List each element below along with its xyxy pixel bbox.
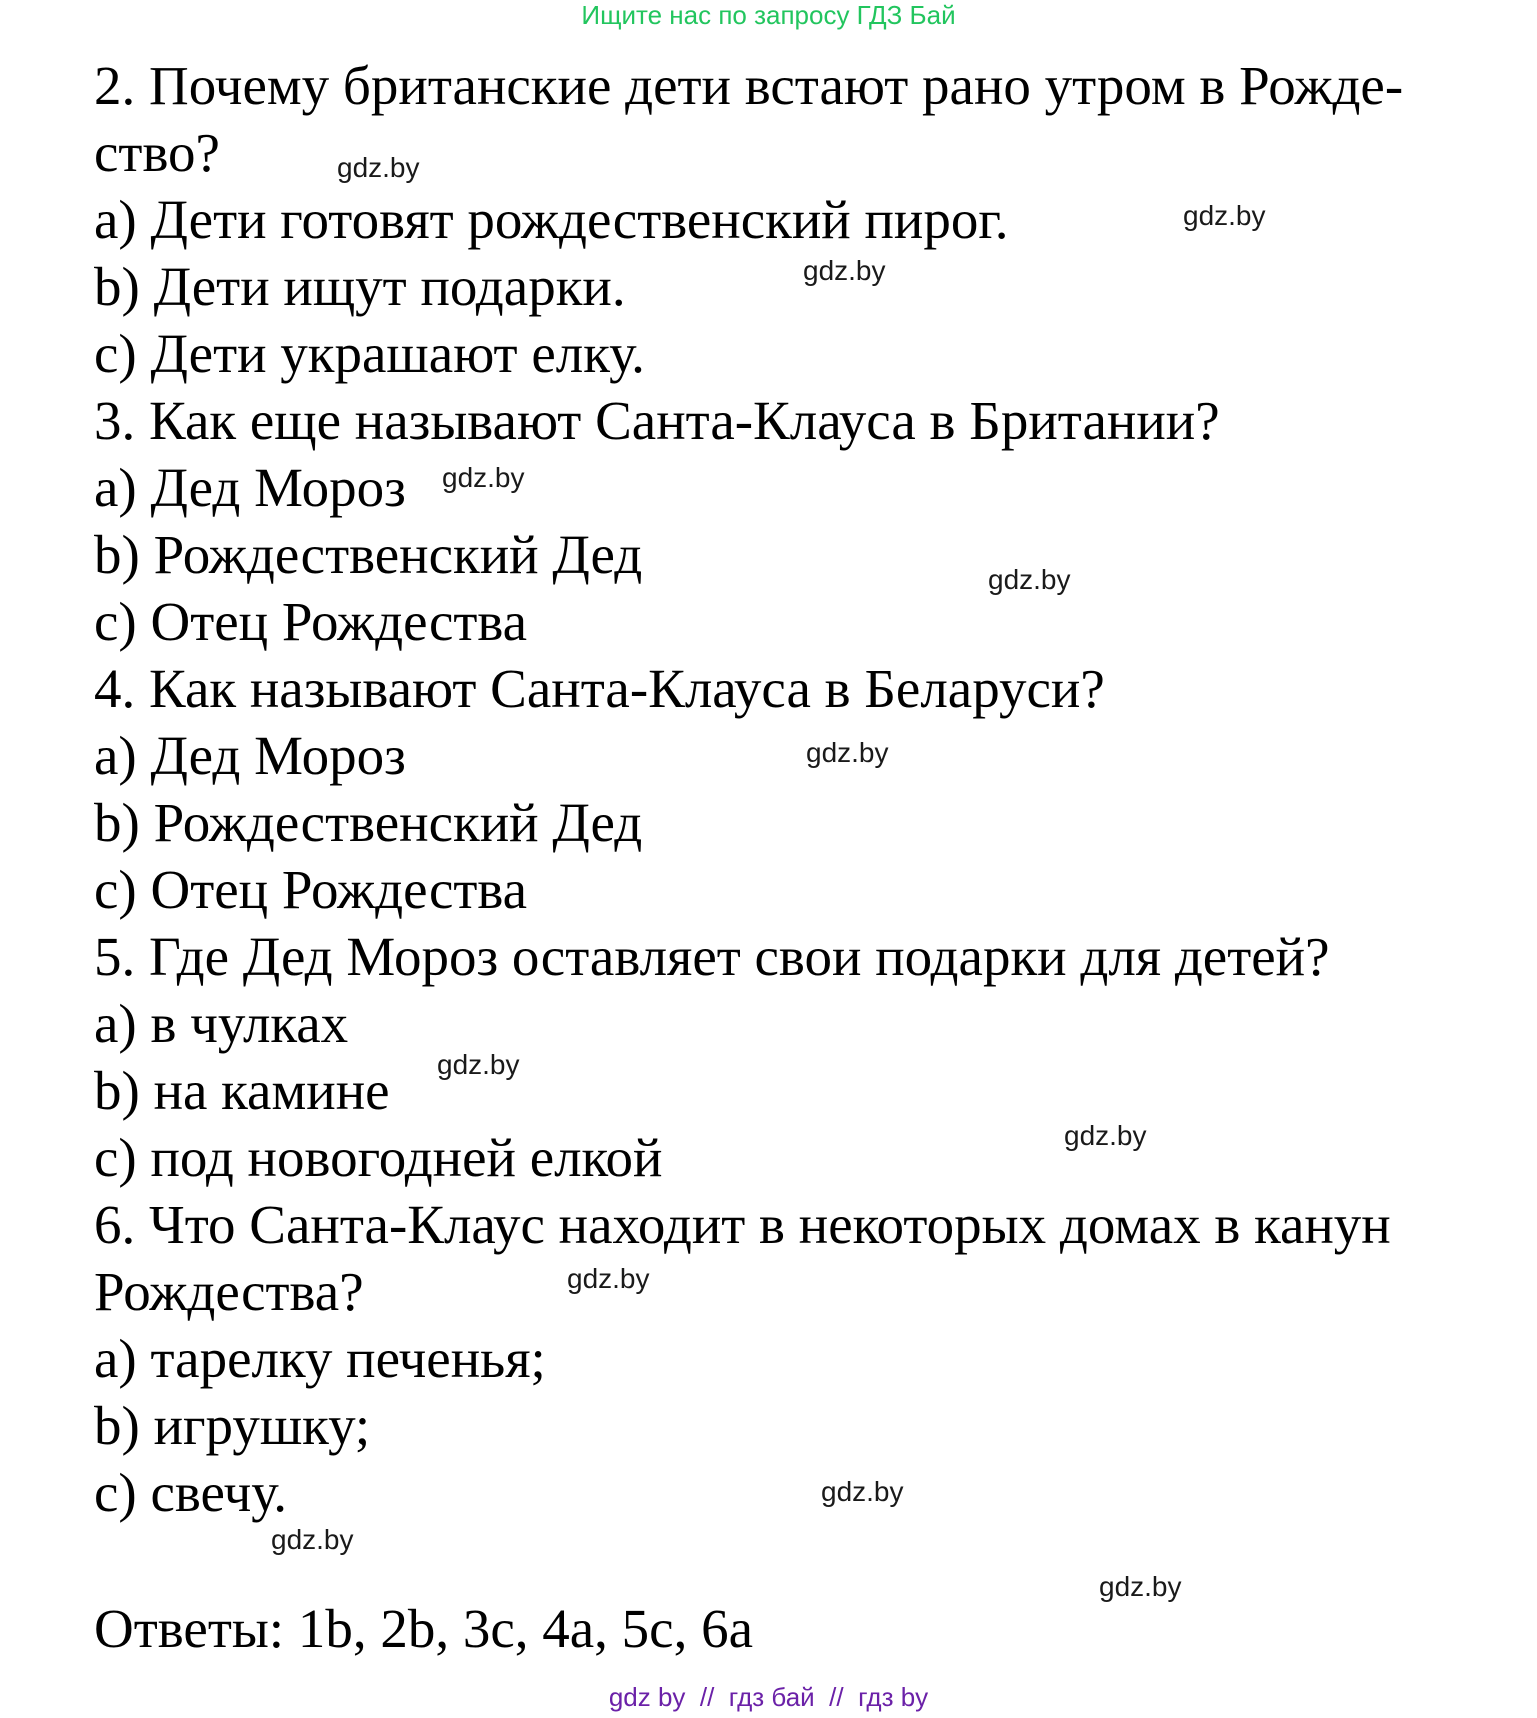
header-banner: Ищите нас по запросу ГДЗ Бай	[581, 0, 956, 30]
question-6-option-c: с) свечу.	[94, 1462, 287, 1523]
answers-line: Ответы: 1b, 2b, 3c, 4a, 5c, 6a	[94, 1598, 753, 1659]
question-6-option-b: b) игрушку;	[94, 1395, 371, 1456]
watermark: gdz.by	[271, 1524, 354, 1555]
question-3: 3. Как еще называют Санта-Клауса в Британии?	[94, 390, 1220, 451]
watermark: gdz.by	[1183, 200, 1266, 231]
question-6-option-a: а) тарелку печенья;	[94, 1328, 546, 1389]
watermark: gdz.by	[567, 1263, 650, 1294]
watermark: gdz.by	[442, 462, 525, 493]
question-4-option-a: а) Дед Мороз	[94, 725, 406, 786]
question-5-option-b: b) на камине	[94, 1060, 390, 1121]
footer-links	[0, 1680, 1537, 1714]
question-6-line-2: Рождества?	[94, 1261, 364, 1322]
question-5-option-a: а) в чулках	[94, 993, 349, 1054]
footer-item-gdz-by: gdz by	[608, 1682, 686, 1712]
question-2-option-b: b) Дети ищут подарки.	[94, 256, 626, 317]
question-2-line-2: ство?	[94, 122, 220, 183]
footer-separator: //	[699, 1682, 715, 1712]
watermark: gdz.by	[437, 1049, 520, 1080]
watermark: gdz.by	[803, 255, 886, 286]
watermark: gdz.by	[337, 152, 420, 183]
watermark: gdz.by	[1099, 1571, 1182, 1602]
watermark: gdz.by	[1064, 1120, 1147, 1151]
watermark: gdz.by	[806, 737, 889, 768]
question-2-option-c: с) Дети украшают елку.	[94, 323, 645, 384]
footer-item-gdz-by-cyr: гдз by	[858, 1682, 929, 1712]
footer-item-gdz-bai: гдз бай	[728, 1682, 815, 1712]
question-5-option-c: с) под новогодней елкой	[94, 1127, 663, 1188]
question-4: 4. Как называют Санта-Клауса в Беларуси?	[94, 658, 1105, 719]
footer-separator: //	[829, 1682, 844, 1712]
question-3-option-a: а) Дед Мороз	[94, 457, 406, 518]
question-6-line-1: 6. Что Санта-Клаус находит в некоторых домах в канун	[94, 1194, 1391, 1255]
question-5: 5. Где Дед Мороз оставляет свои подарки для детей?	[94, 926, 1330, 987]
question-2-option-a: а) Дети готовят рождественский пирог.	[94, 189, 1009, 250]
question-2-line-1: 2. Почему британские дети встают рано утром в Рожде-	[94, 55, 1404, 116]
watermark: gdz.by	[988, 564, 1071, 595]
question-4-option-b: b) Рождественский Дед	[94, 792, 643, 853]
question-3-option-b: b) Рождественский Дед	[94, 524, 643, 585]
question-3-option-c: с) Отец Рождества	[94, 591, 528, 652]
question-4-option-c: с) Отец Рождества	[94, 859, 528, 920]
watermark: gdz.by	[821, 1476, 904, 1507]
